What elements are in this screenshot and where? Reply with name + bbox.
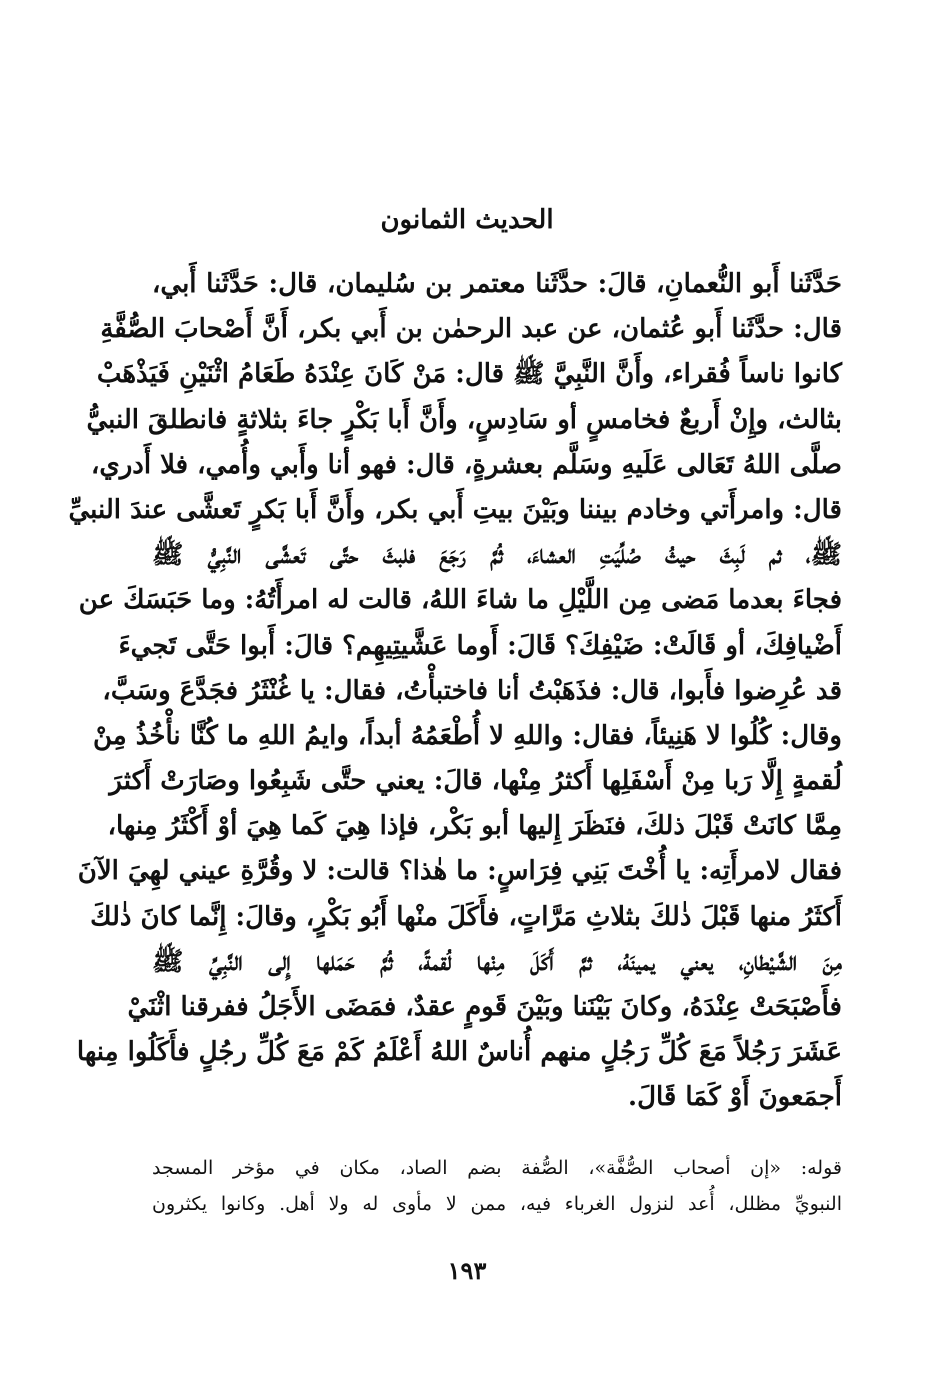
body-line: مِمَّا كانَتْ قَبْلَ ذلكَ، فنَظَرَ إِليها أبو بَكْر، فإذا هِيَ كَما هِيَ أوْ أَكْثَرُ مِنها،	[107, 811, 842, 842]
body-line: أَكثَرُ منها قَبْلَ ذٰلكَ بثلاثِ مَرَّاتٍ، فأَكَلَ منْها أَبُو بَكْرٍ، وقالَ: إِنَّما كانَ ذٰلكَ	[90, 901, 842, 932]
body-line: أَضْيافِكَ، أو قَالَتْ: ضَيْفِكَ؟ قَالَ: أَوما عَشَّيتِيهِم؟ قالَ: أَبوا حَتَّى تَجيءَ	[118, 630, 842, 661]
hadith-heading: الحديث الثمانون	[380, 205, 554, 235]
body-line: فقال لامرأَتِه: يا أُخْتَ بَنِي فِرَاسٍ: ما هٰذا؟ قالت: لا وقُرَّةِ عيني لهِيَ الآنَ	[77, 856, 842, 887]
body-line: مِنَ الشَّيْطانِ، يعني يمينَهُ، ثمَّ أَكَلَ مِنْها لُقمةً، ثُمَّ حَمَلها إِلى النَّبِيِّ ﷺ	[152, 946, 842, 977]
footnote	[152, 1150, 842, 1222]
body-line: صلَّى اللهُ تَعَالى عَلَيهِ وسَلَّم بعشرةٍ، قال: فهو أنا وأَبي وأُمي، فلا أَدري،	[90, 449, 842, 480]
body-line: وقال: كُلُوا لا هَنِيئاً، فقال: واللهِ لا أُطْعَمُهُ أبداً، وايمُ اللهِ ما كُنَّا نأْخُذُ مِنْ	[93, 720, 842, 751]
body-line: كانوا ناساً فُقراء، وأَنَّ النَّبِيَّ ﷺ قال: مَنْ كَانَ عِنْدَهُ طَعَامُ اثْنَيْنِ فَيَذْهَبْ	[96, 359, 842, 390]
body-line: ﷺ، ثم لَبِثَ حيثُ صُلِّيَتِ العشاءَ، ثُمَّ رَجَعَ فلبثَ حتَّى تَعشَّى النَّبِيُّ ﷺ	[152, 540, 842, 571]
body-line: قد عُرِضوا فأَبوا، قال: فذَهَبْتُ أنا فاختبأْتُ، فقال: يا غُنْثَرُ فجَدَّعَ وسَبَّ،	[102, 675, 842, 706]
body-line: فجاءَ بعدما مَضى مِن اللَّيْلِ ما شاءَ اللهُ، قالت له امرأَتُهُ: وما حَبَسَكَ عن	[78, 585, 842, 616]
footnote-line: النبويِّ مظلل، أُعد لنزول الغرباء فيه، ممن لا مأوى له ولا أهل. وكانوا يكثرون	[152, 1193, 842, 1215]
body-line: لُقمةٍ إِلَّا رَبا مِنْ أَسْفَلِها أَكثرُ مِنْها، قالَ: يعني حتَّى شَبِعُوا وصَارَتْ أَكثرَ	[109, 766, 842, 797]
body-line-last: أَجمَعونَ أَوْ كَمَا قَالَ.	[628, 1082, 842, 1113]
footnote-line: قوله: «إن أصحاب الصُّفَّة»، الصُّفة بضم الصاد، مكان في مؤخر المسجد	[152, 1157, 842, 1179]
body-line: بثالث، وإِنْ أَربعٌ فخامسٍ أو سَادِسٍ، وأَنَّ أَبا بَكْرٍ جاءَ بثلاثةٍ فانطلقَ النبيُّ	[86, 404, 842, 435]
page-number: ١٩٣	[447, 1256, 487, 1285]
body-line: حَدَّثَنا أَبو النُّعمانِ، قالَ: حدَّثَنا معتمر بن سُليمان، قال: حَدَّثَنا أَبي،	[152, 269, 842, 299]
hadith-body	[68, 262, 842, 1121]
body-line: فأَصْبَحَتْ عِنْدَهُ، وكانَ بَيْنَنا وبَيْنَ قَومٍ عقدٌ، فمَضَى الأَجَلُ ففرقنا اثْنَيْ	[127, 992, 842, 1022]
body-line: قال: حدَّثَنا أَبو عُثمان، عن عبد الرحمٰن بن أَبي بكر، أَنَّ أَصْحابَ الصُّفَّةِ	[100, 314, 842, 345]
body-line: قال: وامرأَتي وخادم بيننا وبَيْنَ بيتِ أَبي بكر، وأَنَّ أَبا بَكرٍ تَعشَّى عندَ النبيِّ	[68, 494, 842, 525]
body-line: عَشَرَ رَجُلاً مَعَ كُلِّ رَجُلٍ منهم أُناسٌ اللهُ أَعْلَمُ كَمْ مَعَ كُلِّ رجُلٍ فأَكَلُوا مِنها	[76, 1037, 842, 1068]
